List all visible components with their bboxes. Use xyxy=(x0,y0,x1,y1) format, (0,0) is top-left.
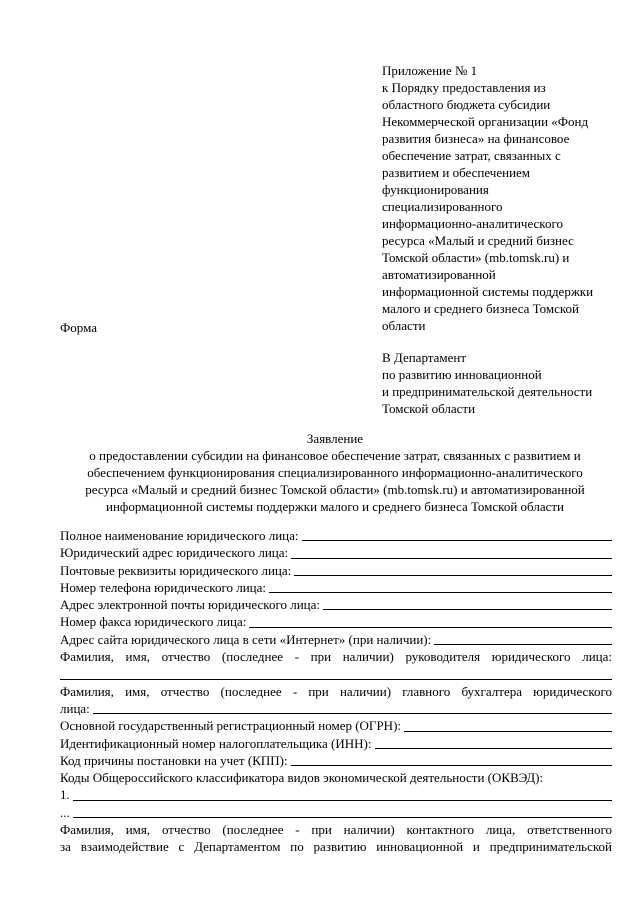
head-name-field[interactable] xyxy=(60,679,612,680)
fax-field[interactable] xyxy=(249,627,612,628)
okved-item-number: 1. xyxy=(60,787,70,803)
head-name-row xyxy=(60,665,612,682)
application-form xyxy=(60,527,612,856)
application-title xyxy=(40,430,630,515)
appendix-line: развитием и обеспечением xyxy=(382,165,531,180)
appendix-block xyxy=(382,62,622,334)
head-name-label: Фамилия, имя, отчество (последнее - при наличии) руководителя юридического лица: xyxy=(60,649,612,665)
appendix-line: Приложение № 1 xyxy=(382,63,478,78)
department-line: и предпринимательской деятельности xyxy=(382,384,593,399)
accountant-label-cont: лица: xyxy=(60,700,90,716)
website-label: Адрес сайта юридического лица в сети «Интернет» (при наличии): xyxy=(60,631,432,647)
legal-address-field[interactable] xyxy=(291,558,612,559)
phone-field[interactable] xyxy=(269,592,612,593)
form-label: Форма xyxy=(60,320,97,335)
appendix-line: ресурса «Малый и средний бизнес xyxy=(382,233,574,248)
appendix-line: функционирования xyxy=(382,182,489,197)
full-name-row xyxy=(60,527,612,544)
okved-label: Коды Общероссийского классификатора видов экономической деятельности (ОКВЭД): xyxy=(60,770,544,786)
accountant-field[interactable] xyxy=(93,713,612,714)
email-row xyxy=(60,596,612,613)
website-row xyxy=(60,631,612,648)
postal-details-row xyxy=(60,562,612,579)
appendix-line: Некоммерческой организации «Фонд xyxy=(382,114,589,129)
full-name-label: Полное наименование юридического лица: xyxy=(60,528,299,543)
appendix-line: области xyxy=(382,318,426,333)
accountant-row xyxy=(60,700,612,717)
inn-row xyxy=(60,735,612,752)
title-line: обеспечением функционирования специализированного информационно-аналитического xyxy=(87,465,583,480)
contact-label-cont: за взаимодействие с Департаментом по развитию инновационной и предпринимательской xyxy=(60,839,612,855)
title-line: информационной системы поддержки малого и среднего бизнеса Томской области xyxy=(105,499,564,514)
postal-details-field[interactable] xyxy=(294,575,612,576)
appendix-line: автоматизированной xyxy=(382,267,496,282)
title-line: о предоставлении субсидии на финансовое обеспечение затрат, связанных с развитием и xyxy=(89,448,581,463)
appendix-line: к Порядку предоставления из xyxy=(382,80,546,95)
kpp-row xyxy=(60,752,612,769)
inn-field[interactable] xyxy=(375,748,613,749)
appendix-line: информационно-аналитического xyxy=(382,216,563,231)
okved-more-row xyxy=(60,804,612,821)
appendix-line: обеспечение затрат, связанных с xyxy=(382,148,561,163)
accountant-label: Фамилия, имя, отчество (последнее - при наличии) главного бухгалтера юридического xyxy=(60,683,612,699)
ogrn-row xyxy=(60,717,612,734)
website-field[interactable] xyxy=(434,644,612,645)
email-label: Адрес электронной почты юридического лица: xyxy=(60,597,320,613)
appendix-line: Томской области» (mb.tomsk.ru) и xyxy=(382,250,570,265)
fax-row xyxy=(60,613,612,630)
fax-label: Номер факса юридического лица: xyxy=(60,614,247,630)
phone-label: Номер телефона юридического лица: xyxy=(60,579,266,595)
contact-label: Фамилия, имя, отчество (последнее - при наличии) контактного лица, ответственного xyxy=(60,822,612,838)
legal-address-row xyxy=(60,544,612,561)
appendix-line: развития бизнеса» на финансовое xyxy=(382,131,570,146)
title-heading: Заявление xyxy=(306,431,364,446)
postal-details-label: Почтовые реквизиты юридического лица: xyxy=(60,562,292,578)
department-line: по развитию инновационной xyxy=(382,367,542,382)
department-addressee xyxy=(382,349,632,417)
department-line: Томской области xyxy=(382,401,476,416)
full-name-field[interactable] xyxy=(302,540,613,541)
ogrn-field[interactable] xyxy=(404,731,612,732)
okved-more-label: ... xyxy=(60,804,70,820)
legal-address-label: Юридический адрес юридического лица: xyxy=(60,545,289,561)
kpp-label: Код причины постановки на учет (КПП): xyxy=(60,752,288,768)
inn-label: Идентификационный номер налогоплательщика (ИНН): xyxy=(60,735,372,751)
email-field[interactable] xyxy=(323,609,612,610)
appendix-line: малого и среднего бизнеса Томской xyxy=(382,301,579,316)
phone-row xyxy=(60,579,612,596)
okved-row xyxy=(60,769,612,786)
department-line: В Департамент xyxy=(382,350,467,365)
okved-item-field[interactable] xyxy=(73,800,612,801)
ogrn-label: Основной государственный регистрационный номер (ОГРН): xyxy=(60,718,402,734)
appendix-line: специализированного xyxy=(382,199,503,214)
kpp-field[interactable] xyxy=(291,765,612,766)
appendix-line: информационной системы поддержки xyxy=(382,284,594,299)
appendix-line: областного бюджета субсидии xyxy=(382,97,551,112)
title-line: ресурса «Малый и средний бизнес Томской области» (mb.tomsk.ru) и автоматизированной xyxy=(85,482,585,497)
okved-item-row xyxy=(60,786,612,803)
okved-more-field[interactable] xyxy=(73,817,612,818)
